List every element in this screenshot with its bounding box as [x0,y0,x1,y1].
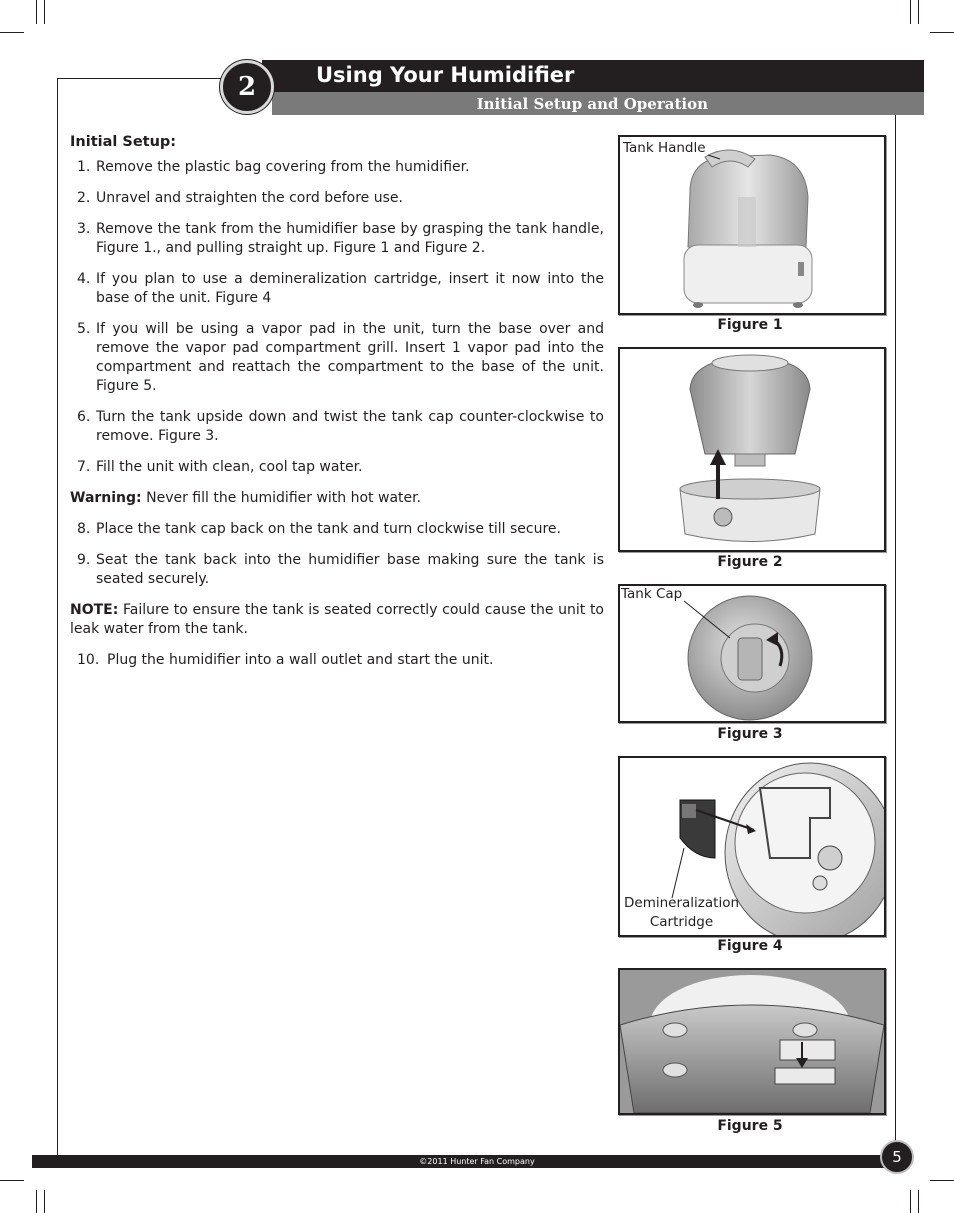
copyright: ©2011 Hunter Fan Company [419,1157,535,1166]
crop-mark [910,1190,911,1213]
list-item: 8. Place the tank cap back on the tank and turn clockwise till secure. [77,521,561,537]
warning-paragraph: Warning: Never fill the humidifier with hot water. [70,490,422,506]
list-item: 3. Remove the tank from the humidifier base by grasping the tank handle, Figure 1., and pulling straight up. Figure 1 and Figure 2. [77,221,604,256]
figure-4-caption: Figure 4 [717,938,783,954]
crop-mark [930,32,954,33]
list-item: 7. Fill the unit with clean, cool tap water. [77,459,363,475]
list-item: 6. Turn the tank upside down and twist the tank cap counter-clockwise to remove. Figure 3. [77,409,604,444]
crop-mark [44,0,45,24]
tank-handle-callout: Tank Handle [623,140,706,156]
frame-line-right [895,115,896,1145]
section-heading: Initial Setup: [70,134,177,150]
note-paragraph: NOTE: Failure to ensure the tank is seated correctly could cause the unit to leak water from the tank. [70,602,604,637]
figure-5-image [618,968,886,1115]
figure-1-caption: Figure 1 [717,317,783,333]
crop-mark [36,0,37,24]
vapor-pad-illustration [620,970,884,1113]
list-item: 10. Plug the humidifier into a wall outlet and start the unit. [77,652,494,668]
warning-label: Warning: [70,490,142,506]
crop-mark [918,1190,919,1213]
cartridge-callout: Demineralization Cartridge [624,895,740,930]
list-item: 2. Unravel and straighten the cord before use. [77,190,403,206]
tank-cap-illustration [620,586,884,721]
frame-line-left [57,78,58,1156]
list-item: 5. If you will be using a vapor pad in the unit, turn the base over and remove the vapor pad compartment grill. Insert 1 vapor pad into the compartment and reattach the compartment to the base of the unit. Figure 5. [77,321,604,394]
list-item: 4. If you plan to use a demineralization cartridge, insert it now into the base of the unit. Figure 4 [77,271,604,306]
figure-3-image [618,584,886,723]
crop-mark [918,0,919,24]
crop-mark [36,1190,37,1213]
figure-2-image [618,347,886,552]
figure-2-caption: Figure 2 [717,554,783,570]
crop-mark [44,1190,45,1213]
figure-5-caption: Figure 5 [717,1118,783,1134]
instructions [70,133,604,682]
humidifier-illustration [620,137,884,313]
crop-mark [0,32,24,33]
tank-cap-callout: Tank Cap [621,586,683,602]
tank-removal-illustration [620,349,884,550]
steps-list-b [70,520,604,589]
page-title: Using Your Humidifier [316,63,575,87]
list-item: 1. Remove the plastic bag covering from the humidifier. [77,159,470,175]
crop-mark [910,0,911,24]
figure-3-caption: Figure 3 [717,726,783,742]
figure-1-image [618,135,886,315]
crop-mark [0,1180,24,1181]
steps-list-a [70,158,604,477]
note-label: NOTE: [70,602,119,618]
page-subtitle: Initial Setup and Operation [476,95,708,113]
frame-line-top [57,78,222,79]
section-number-badge: 2 [220,60,274,114]
page-number: 5 [880,1140,914,1174]
crop-mark [930,1180,954,1181]
list-item: 9. Seat the tank back into the humidifier base making sure the tank is seated securely. [77,552,604,587]
